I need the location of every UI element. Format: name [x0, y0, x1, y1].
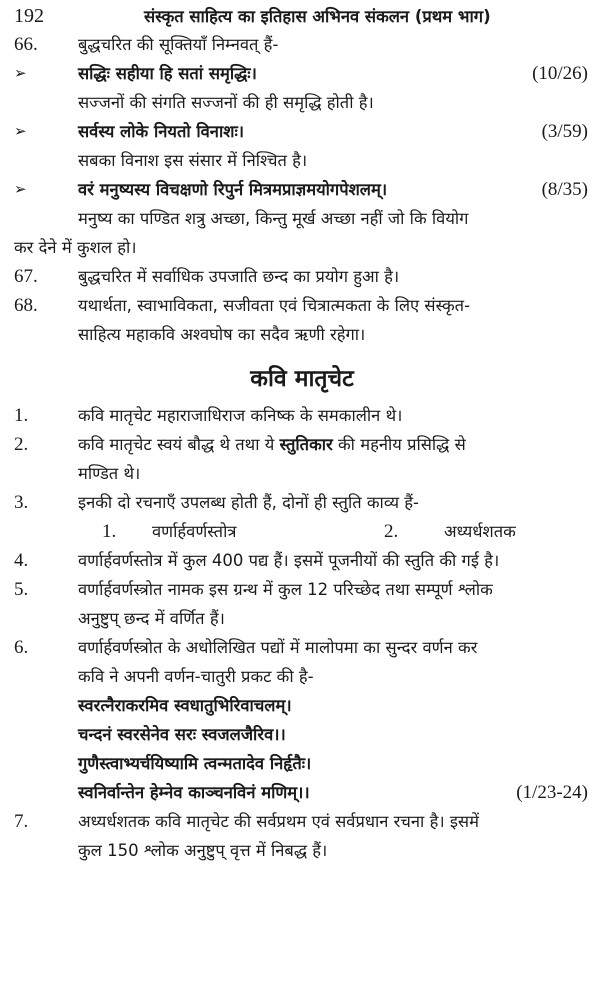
item-text-cont: साहित्य महाकवि अश्वघोष का सदैव ऋणी रहेगा। [78, 325, 366, 344]
item-text: इनकी दो रचनाएँ उपलब्ध होती हैं, दोनों ही स्तुति काव्य हैं- [78, 493, 419, 512]
quote-reference: (3/59) [541, 121, 588, 142]
item-text-cont: कुल 150 श्लोक अनुष्टुप् वृत्त में निबद्ध हैं। [78, 841, 328, 860]
item-text: कवि मातृचेट महाराजाधिराज कनिष्क के समकालीन थे। [78, 406, 403, 425]
item-text: यथार्थता, स्वाभाविकता, सजीवता एवं चित्रात्मकता के लिए संस्कृत- [78, 296, 471, 315]
verse-text: स्वनिर्वान्तेन हेम्नेव काञ्चनविनं मणिम्।। [78, 783, 310, 802]
item-number: 1. [14, 405, 29, 426]
quote-3 [14, 175, 590, 204]
item-text-bold: स्तुतिकार [279, 435, 333, 454]
item-number: 68. [14, 295, 38, 316]
item-68 [14, 291, 590, 320]
item-3 [14, 488, 590, 517]
quote-3-meaning [14, 204, 590, 233]
verse-line-3 [14, 749, 590, 778]
section-heading: कवि मातृचेट [250, 366, 354, 392]
quote-meaning-line2: कर देने में कुशल हो। [14, 238, 137, 257]
arrow-bullet-icon: ➢ [14, 122, 27, 140]
quote-meaning: सबका विनाश इस संसार में निश्चित है। [78, 151, 308, 170]
quote-3-meaning-cont [14, 233, 590, 262]
running-title: संस्कृत साहित्य का इतिहास अभिनव संकलन (प्रथम भाग) [144, 7, 491, 26]
verse-line-1 [14, 691, 590, 720]
item-4 [14, 546, 590, 575]
quote-meaning-line1: मनुष्य का पण्डित शत्रु अच्छा, किन्तु मूर्ख अच्छा नहीं जो कि वियोग [78, 209, 469, 228]
item-number: 67. [14, 266, 38, 287]
verse-reference: (1/23-24) [516, 782, 588, 803]
item-7-cont [14, 836, 590, 865]
work-1-number: 1. [102, 521, 117, 542]
quote-verse: सर्वस्य लोके नियतो विनाशः। [78, 122, 245, 141]
quote-verse: वरं मनुष्यस्य विचक्षणो रिपुर्न मित्रमप्राज्ञमयोगपेशलम्। [78, 180, 388, 199]
work-1-title: वर्णार्हवर्णस्तोत्र [152, 522, 237, 541]
verse-text: गुणैस्त्वाभ्यर्चयिष्यामि त्वन्मतादेव निर्हृतैः। [78, 754, 312, 773]
quote-reference: (8/35) [541, 179, 588, 200]
item-number: 66. [14, 34, 38, 55]
item-number: 7. [14, 811, 29, 832]
item-number: 3. [14, 492, 29, 513]
quote-1 [14, 59, 590, 88]
verse-text: स्वरत्नैराकरमिव स्वधातुभिरिवाचलम्। [78, 696, 292, 715]
verse-text: चन्दनं स्वरसेनेव सरः स्वजलजैरिव।। [78, 725, 286, 744]
item-text: अध्यर्धशतक कवि मातृचेट की सर्वप्रथम एवं सर्वप्रधान रचना है। इसमें [78, 812, 479, 831]
work-2-title: अध्यर्धशतक [444, 522, 516, 541]
arrow-bullet-icon: ➢ [14, 180, 27, 198]
item-text-pre: कवि मातृचेट स्वयं बौद्ध थे तथा ये [78, 435, 280, 454]
item-text: बुद्धचरित में सर्वाधिक उपजाति छन्द का प्रयोग हुआ है। [78, 267, 400, 286]
item-6 [14, 633, 590, 662]
item-68-cont [14, 320, 590, 349]
verse-line-2 [14, 720, 590, 749]
item-7 [14, 807, 590, 836]
item-66 [14, 30, 590, 59]
item-text-post: की महनीय प्रसिद्धि से [332, 435, 466, 454]
arrow-bullet-icon: ➢ [14, 64, 27, 82]
item-text: वर्णार्हवर्णस्त्रोत नामक इस ग्रन्थ में कुल 12 परिच्छेद तथा सम्पूर्ण श्लोक [78, 580, 493, 599]
item-text-cont: मण्डित थे। [78, 464, 141, 483]
quote-meaning: सज्जनों की संगति सज्जनों की ही समृद्धि होती है। [78, 93, 374, 112]
work-2-number: 2. [384, 521, 399, 542]
item-2 [14, 430, 590, 459]
item-text: बुद्धचरित की सूक्तियाँ निम्नवत् हैं- [78, 35, 279, 54]
item-number: 2. [14, 434, 29, 455]
page-header [14, 4, 590, 30]
item-5 [14, 575, 590, 604]
quote-1-meaning [14, 88, 590, 117]
item-number: 4. [14, 550, 29, 571]
quote-reference: (10/26) [532, 63, 588, 84]
quote-verse: सद्धिः सहीया हि सतां समृद्धिः। [78, 64, 257, 83]
works-list [14, 517, 590, 546]
item-67 [14, 262, 590, 291]
quote-2 [14, 117, 590, 146]
item-6-cont [14, 662, 590, 691]
verse-line-4 [14, 778, 590, 807]
item-number: 6. [14, 637, 29, 658]
page-number: 192 [14, 5, 44, 27]
item-5-cont [14, 604, 590, 633]
quote-2-meaning [14, 146, 590, 175]
item-text [78, 430, 590, 459]
item-text-cont: अनुष्टुप् छन्द में वर्णित हैं। [78, 609, 225, 628]
item-text: वर्णार्हवर्णस्तोत्र में कुल 400 पद्य हैं। इसमें पूजनीयों की स्तुति की गई है। [78, 551, 500, 570]
item-2-cont [14, 459, 590, 488]
item-text-cont: कवि ने अपनी वर्णन-चातुरी प्रकट की है- [78, 667, 314, 686]
item-number: 5. [14, 579, 29, 600]
item-text: वर्णार्हवर्णस्त्रोत के अधोलिखित पद्यों में मालोपमा का सुन्दर वर्णन कर [78, 638, 478, 657]
item-1 [14, 401, 590, 430]
